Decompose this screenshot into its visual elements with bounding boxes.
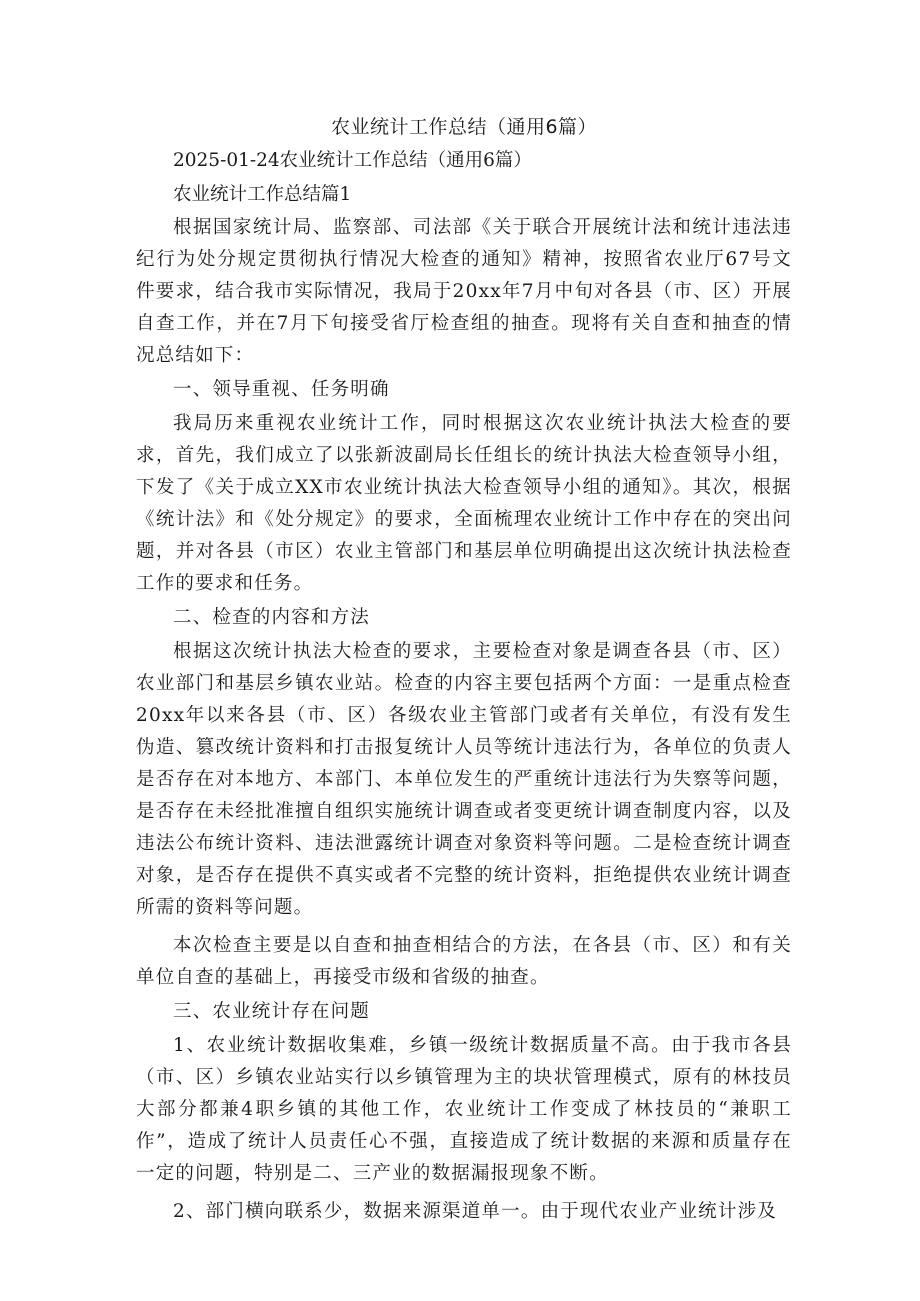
- section-heading-1: 一、领导重视、任务明确: [173, 379, 390, 400]
- section-item-3-2: 2、部门横向联系少，数据来源渠道单一。由于现代农业产业统计涉及: [173, 1201, 777, 1222]
- section-item-3-1: 1、农业统计数据收集难，乡镇一级统计数据质量不高。由于我市各县（市、区）乡镇农业站实行以乡镇管理为主的块状管理模式，原有的林技员大部分都兼4职乡镇的其他工作，农业统计工作变成了林技员的“兼职工作”，造成了统计人员责任心不强，直接造成了统计数据的来源和质量存在一定的问题，特别是二、三产业的数据漏报现象不断。: [136, 1035, 792, 1184]
- section-heading-2: 二、检查的内容和方法: [173, 607, 371, 628]
- document-page: [136, 110, 792, 1228]
- intro-paragraph: 根据国家统计局、监察部、司法部《关于联合开展统计法和统计违法违纪行为处分规定贯彻执行情况大检查的通知》精神，按照省农业厅67号文件要求，结合我市实际情况，我局于20xx年7月中旬对各县（市、区）开展自查工作，并在7月下旬接受省厅检查组的抽查。现将有关自查和抽查的情况总结如下：: [136, 217, 792, 366]
- document-meta-line: 2025-01-24农业统计工作总结（通用6篇）: [173, 150, 532, 171]
- section-heading-3: 三、农业统计存在问题: [173, 1001, 371, 1022]
- document-title: 农业统计工作总结（通用6篇）: [330, 116, 598, 138]
- section-paragraph-2b: 本次检查主要是以自查和抽查相结合的方法，在各县（市、区）和有关单位自查的基础上，再接受市级和省级的抽查。: [136, 935, 792, 988]
- section-paragraph-1: 我局历来重视农业统计工作，同时根据这次农业统计执法大检查的要求，首先，我们成立了以张新波副局长任组长的统计执法大检查领导小组，下发了《关于成立XX市农业统计执法大检查领导小组的通知》。其次，根据《统计法》和《处分规定》的要求，全面梳理农业统计工作中存在的突出问题，并对各县（市区）农业主管部门和基层单位明确提出这次统计执法检查工作的要求和任务。: [136, 413, 792, 594]
- part-title: 农业统计工作总结篇1: [173, 184, 352, 205]
- section-paragraph-2a: 根据这次统计执法大检查的要求，主要检查对象是调查各县（市、区）农业部门和基层乡镇农业站。检查的内容主要包括两个方面：一是重点检查20xx年以来各县（市、区）各级农业主管部门或者有关单位，有没有发生伪造、篡改统计资料和打击报复统计人员等统计违法行为，各单位的负责人是否存在对本地方、本部门、本单位发生的严重统计违法行为失察等问题，是否存在未经批准擅自组织实施统计调查或者变更统计调查制度内容，以及违法公布统计资料、违法泄露统计调查对象资料等问题。二是检查统计调查对象，是否存在提供不真实或者不完整的统计资料，拒绝提供农业统计调查所需的资料等问题。: [136, 641, 792, 918]
